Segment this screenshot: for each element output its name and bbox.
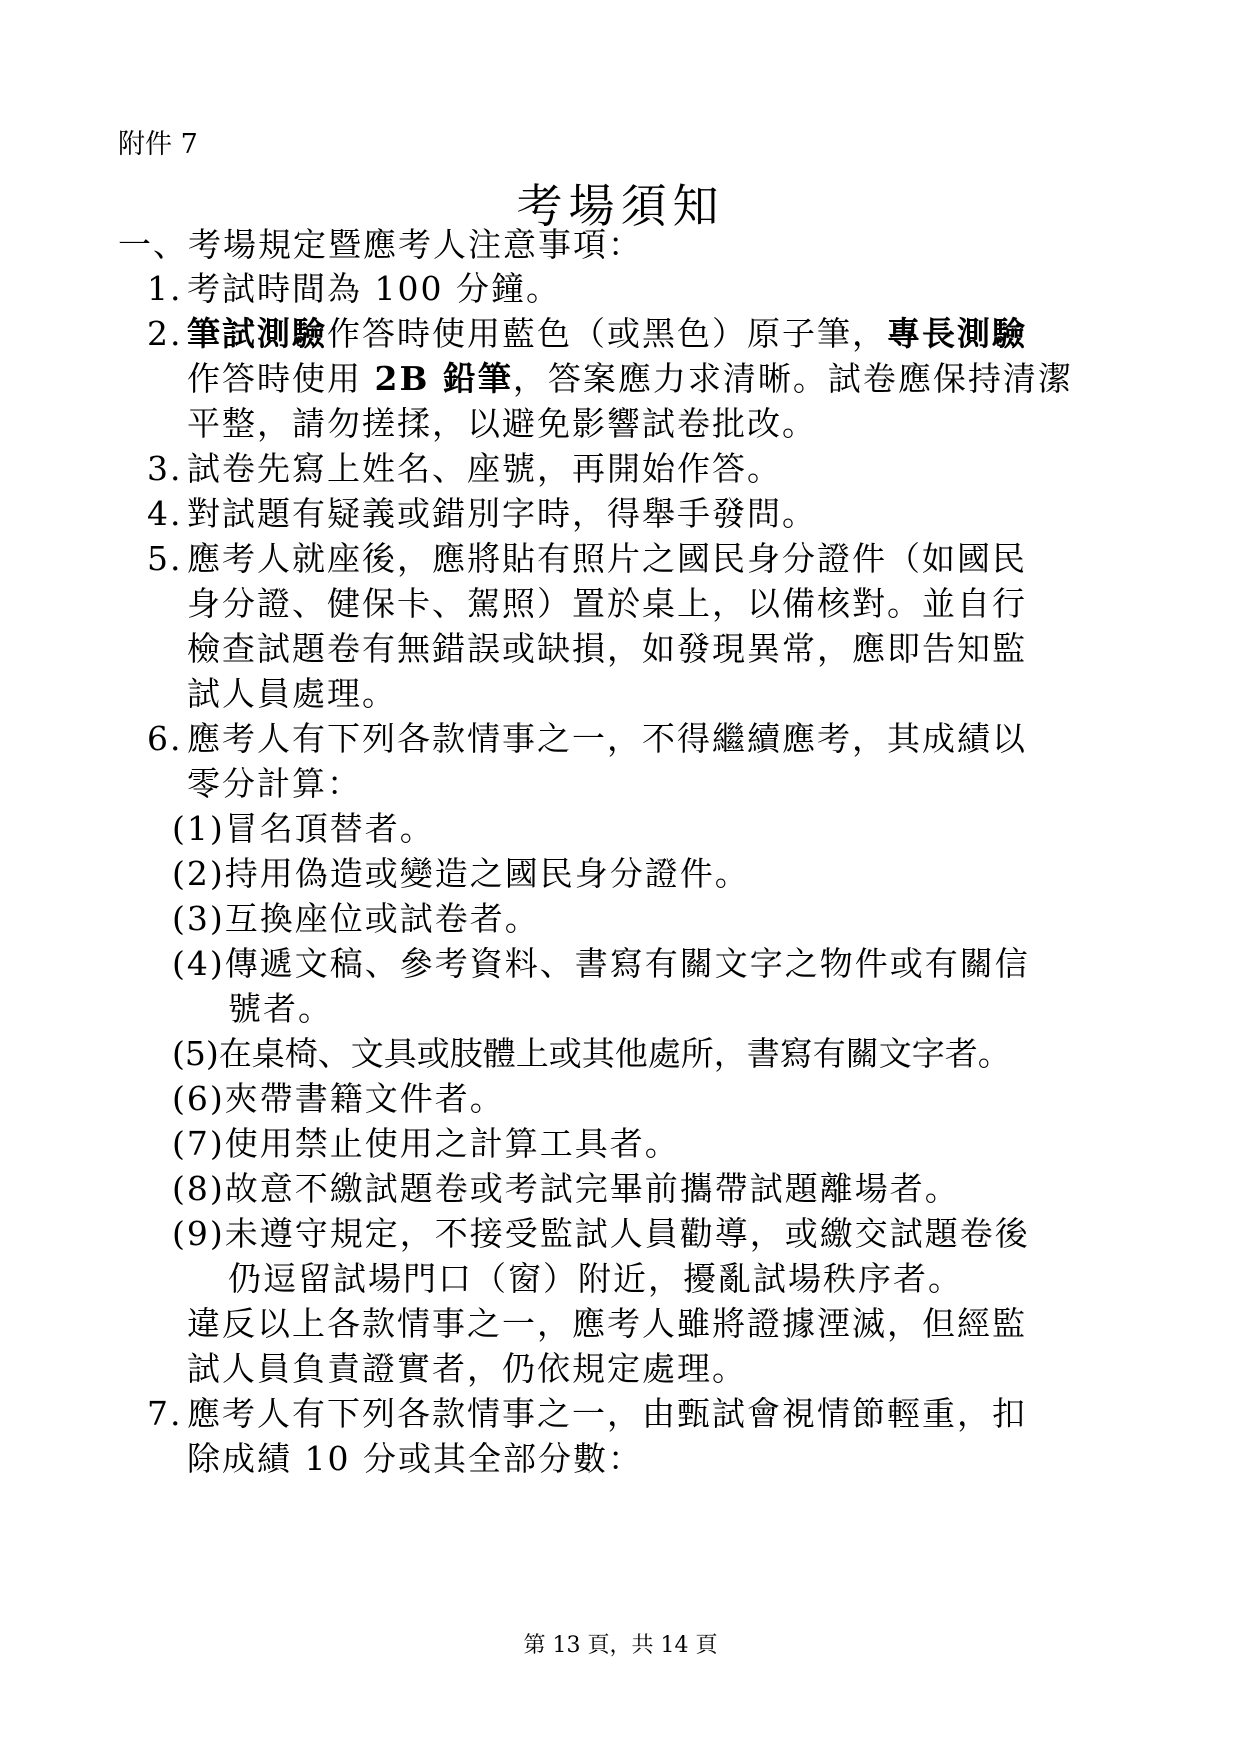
item-continuation: 檢查試題卷有無錯誤或缺損，如發現異常，應即告知監 bbox=[187, 629, 1027, 668]
sub-item bbox=[172, 1032, 1011, 1076]
page-title: 考場須知 bbox=[516, 179, 725, 233]
list-item bbox=[147, 1392, 1027, 1436]
item-text: 對試題有疑義或錯別字時，得舉手發問。 bbox=[187, 494, 817, 533]
item-continuation: 身分證、健保卡、駕照）置於桌上，以備核對。並自行 bbox=[187, 584, 1027, 623]
sub-item bbox=[172, 1122, 680, 1166]
sub-item-number: (1) bbox=[172, 809, 225, 848]
attachment-label: 附件 7 bbox=[118, 129, 198, 160]
list-item bbox=[147, 492, 817, 536]
sub-item bbox=[172, 1212, 1030, 1256]
item-text: 考試時間為 100 分鐘。 bbox=[187, 269, 561, 308]
item-continuation: 試人員處理。 bbox=[187, 674, 397, 713]
item-text: 作答時使用藍色（或黑色）原子筆， bbox=[327, 314, 887, 353]
item-number: 6. bbox=[147, 719, 183, 758]
sub-item-text: 在桌椅、文具或肢體上或其他處所，書寫有關文字者。 bbox=[218, 1034, 1011, 1073]
item-text: 應考人有下列各款情事之一，由甄試會視情節輕重，扣 bbox=[187, 1394, 1027, 1433]
sub-item-text: 傳遞文稿、參考資料、書寫有關文字之物件或有關信 bbox=[224, 944, 1030, 983]
list-item bbox=[147, 537, 1027, 581]
list-item bbox=[147, 267, 561, 311]
item-number: 4. bbox=[147, 494, 183, 533]
sub-item-text: 夾帶書籍文件者。 bbox=[224, 1079, 505, 1118]
sub-item bbox=[172, 1167, 960, 1211]
item-text: 試卷先寫上姓名、座號，再開始作答。 bbox=[187, 449, 782, 488]
sub-item-text: 使用禁止使用之計算工具者。 bbox=[224, 1124, 680, 1163]
item-number: 1. bbox=[147, 269, 183, 308]
sub-item bbox=[172, 807, 435, 851]
list-item bbox=[147, 312, 1027, 356]
bold-term: 筆試測驗 bbox=[187, 314, 327, 353]
sub-item-text: 未遵守規定，不接受監試人員勸導，或繳交試題卷後 bbox=[224, 1214, 1030, 1253]
item-continuation bbox=[187, 357, 1073, 401]
list-item bbox=[147, 447, 782, 491]
sub-item-number: (9) bbox=[172, 1214, 225, 1253]
sub-item bbox=[172, 897, 540, 941]
sub-item-number: (5) bbox=[172, 1034, 219, 1073]
sub-item-number: (7) bbox=[172, 1124, 225, 1163]
sub-item-text: 冒名頂替者。 bbox=[224, 809, 435, 848]
sub-item-number: (4) bbox=[172, 944, 225, 983]
item-number: 3. bbox=[147, 449, 183, 488]
item-text: ，答案應力求清晰。試卷應保持清潔 bbox=[512, 359, 1073, 398]
sub-item-number: (2) bbox=[172, 854, 225, 893]
sub-item bbox=[172, 1077, 505, 1121]
item-number: 5. bbox=[147, 539, 183, 578]
page-footer: 第 13 頁，共 14 頁 bbox=[523, 1633, 718, 1658]
item-text: 應考人有下列各款情事之一，不得繼續應考，其成績以 bbox=[187, 719, 1027, 758]
sub-item-text: 持用偽造或變造之國民身分證件。 bbox=[224, 854, 750, 893]
sub-item-text: 故意不繳試題卷或考試完畢前攜帶試題離場者。 bbox=[224, 1169, 960, 1208]
sub-item-number: (3) bbox=[172, 899, 225, 938]
sub-item bbox=[172, 852, 750, 896]
sub-item-text: 互換座位或試卷者。 bbox=[224, 899, 540, 938]
item-text: 作答時使用 bbox=[187, 359, 375, 398]
bold-term: 專長測驗 bbox=[887, 314, 1027, 353]
item-number: 7. bbox=[147, 1394, 183, 1433]
sub-item-continuation: 號者。 bbox=[228, 989, 333, 1028]
item-note: 違反以上各款情事之一，應考人雖將證據湮滅，但經監 bbox=[187, 1304, 1027, 1343]
section-heading: 一、考場規定暨應考人注意事項： bbox=[118, 225, 643, 264]
item-text: 應考人就座後，應將貼有照片之國民身分證件（如國民 bbox=[187, 539, 1027, 578]
item-continuation: 平整，請勿搓揉，以避免影響試卷批改。 bbox=[187, 404, 817, 443]
item-continuation: 零分計算： bbox=[187, 764, 362, 803]
item-continuation: 除成績 10 分或其全部分數： bbox=[187, 1439, 643, 1478]
item-note: 試人員負責證實者，仍依規定處理。 bbox=[187, 1349, 747, 1388]
bold-term: 2B 鉛筆 bbox=[374, 359, 513, 398]
sub-item-number: (8) bbox=[172, 1169, 225, 1208]
list-item bbox=[147, 717, 1027, 761]
sub-item-number: (6) bbox=[172, 1079, 225, 1118]
item-number: 2. bbox=[147, 314, 183, 353]
sub-item bbox=[172, 942, 1030, 986]
sub-item-continuation: 仍逗留試場門口（窗）附近，擾亂試場秩序者。 bbox=[228, 1259, 963, 1298]
